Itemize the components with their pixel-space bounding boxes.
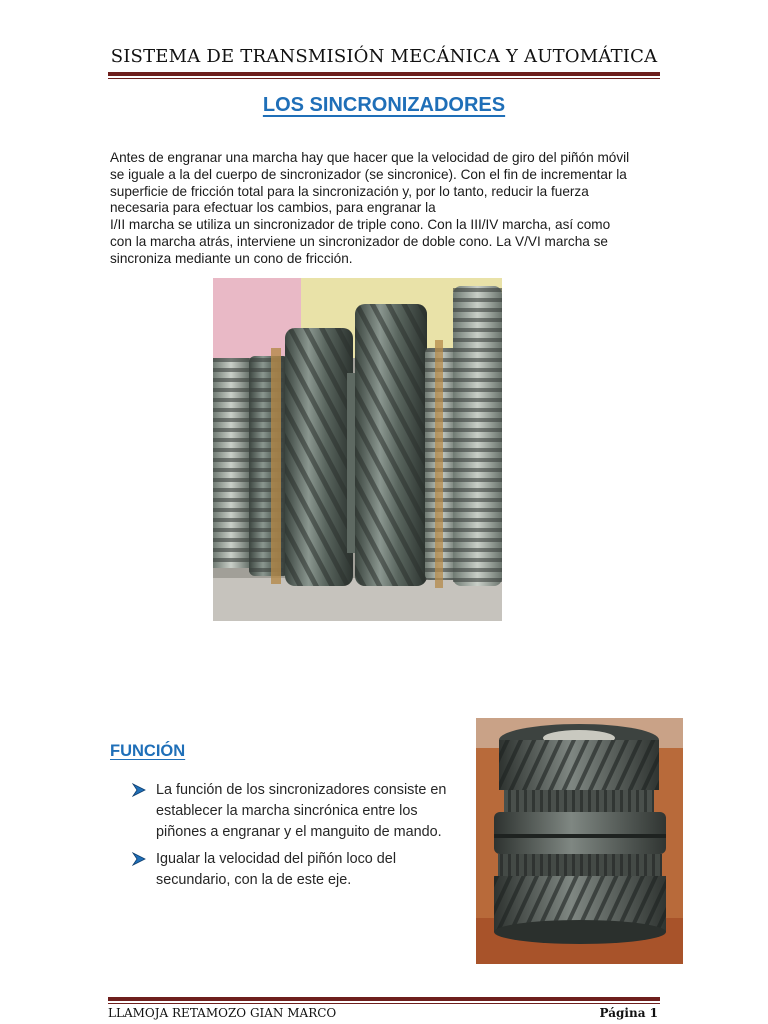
footer-rule-thick	[108, 997, 660, 1001]
arrow-bullet-icon	[132, 852, 146, 866]
gear-shaft-photo	[213, 278, 502, 621]
intro-line: con la marcha atrás, interviene un sincronizador de doble cono. La V/VI marcha se	[110, 233, 608, 249]
intro-line: sincroniza mediante un cono de fricción.	[110, 250, 353, 266]
footer-rule-thin	[108, 1003, 660, 1004]
synchronizer-photo	[476, 718, 683, 964]
intro-line: Antes de engranar una marcha hay que hacer que la velocidad de giro del piñón móvil	[110, 150, 630, 165]
intro-line: se iguale a la del cuerpo de sincronizador (se sincronice). Con el fin de incrementar la	[110, 166, 627, 182]
main-title: LOS SINCRONIZADORES	[262, 94, 506, 116]
header-rule-thick	[108, 72, 660, 76]
footer-author: LLAMOJA RETAMOZO GIAN MARCO	[108, 1006, 337, 1020]
list-item-text: Igualar la velocidad del piñón loco del secundario, con la de este eje.	[156, 851, 397, 888]
intro-line: necesaria para efectuar los cambios, para engranar la	[110, 200, 436, 216]
arrow-bullet-icon	[132, 783, 146, 797]
header-title: SISTEMA DE TRANSMISIÓN MECÁNICA Y AUTOMÁTICA	[110, 46, 658, 67]
list-item	[132, 849, 462, 891]
funcion-title: FUNCIÓN	[110, 742, 186, 760]
funcion-list	[132, 780, 462, 897]
intro-line: I/II marcha se utiliza un sincronizador de triple cono. Con la III/IV marcha, así como	[110, 217, 611, 233]
intro-line: superficie de fricción total para la sincronización y, por lo tanto, reducir la fuerza	[110, 183, 589, 199]
page-number: Página 1	[599, 1006, 658, 1020]
intro-paragraph	[110, 150, 658, 268]
list-item	[132, 780, 462, 843]
header-rule-thin	[108, 78, 660, 79]
list-item-text: La función de los sincronizadores consiste en establecer la marcha sincrónica entre los piñones a engranar y el manguito de mando.	[156, 782, 447, 840]
